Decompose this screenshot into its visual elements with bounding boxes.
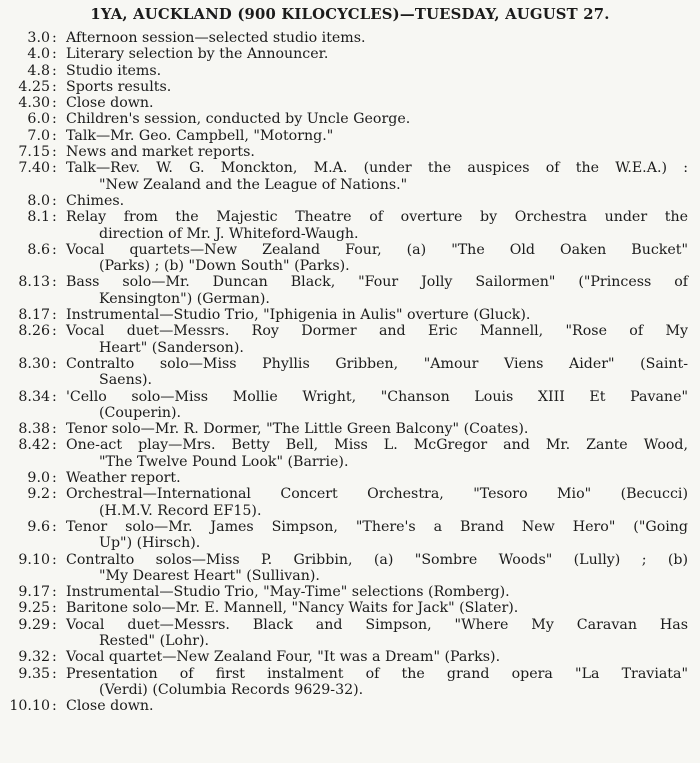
programme-entry <box>0 486 700 519</box>
entry-description <box>66 552 688 585</box>
entry-line: Contralto solo—Miss Phyllis Gribben, "Amour Viens Aider" (Saint- <box>66 355 688 372</box>
entry-line: "New Zealand and the League of Nations." <box>99 176 408 193</box>
entry-description <box>66 128 688 144</box>
entry-separator: : <box>52 323 57 340</box>
entry-time: 9.2 <box>27 486 50 503</box>
entry-line: Tenor solo—Mr. James Simpson, "There's a Brand New Hero" ("Going <box>66 518 688 535</box>
entry-line: Close down. <box>66 698 154 715</box>
entry-separator: : <box>52 111 57 128</box>
entry-separator: : <box>52 160 57 177</box>
entry-separator: : <box>52 551 57 568</box>
programme-entry <box>0 649 700 665</box>
programme-entry <box>0 128 700 144</box>
entry-line: Vocal quartet—New Zealand Four, "It was a Dream" (Parks). <box>66 649 501 666</box>
entry-line: Relay from the Majestic Theatre of overture by Orchestra under the <box>66 209 688 226</box>
entry-time: 3.0 <box>27 30 50 46</box>
entry-time: 7.15 <box>18 144 50 161</box>
entry-time: 9.25 <box>18 600 50 617</box>
entry-time: 9.17 <box>18 584 50 601</box>
entry-separator: : <box>52 665 57 682</box>
entry-time: 4.25 <box>18 78 50 95</box>
entry-description <box>66 486 688 519</box>
programme-entry <box>0 63 700 79</box>
programme-entry <box>0 356 700 389</box>
entry-line: News and market reports. <box>66 144 255 161</box>
programme-entry <box>0 274 700 307</box>
entry-description <box>66 193 688 209</box>
programme-entry <box>0 307 700 323</box>
entry-line: Up") (Hirsch). <box>99 535 201 552</box>
entry-line: Sports results. <box>66 78 172 95</box>
entry-time: 8.0 <box>27 192 50 209</box>
programme-entry <box>0 144 700 160</box>
programme-entry <box>0 111 700 127</box>
entry-line: Presentation of first instalment of the grand opera "La Traviata" <box>66 665 688 682</box>
entry-time: 7.0 <box>27 127 50 144</box>
entry-line: Contralto solos—Miss P. Gribbin, (a) "Sombre Woods" (Lully) ; (b) <box>66 551 688 568</box>
entry-separator: : <box>52 144 57 161</box>
entry-description <box>66 389 688 422</box>
programme-entry <box>0 242 700 275</box>
entry-line: direction of Mr. J. Whiteford-Waugh. <box>99 225 359 242</box>
entry-description <box>66 666 688 699</box>
programme-entry <box>0 437 700 470</box>
programme-entry <box>0 617 700 650</box>
entry-separator: : <box>52 698 57 715</box>
entry-time: 9.0 <box>27 470 50 487</box>
entry-line: Literary selection by the Announcer. <box>66 46 329 63</box>
entry-description <box>66 95 688 111</box>
entry-line: Tenor solo—Mr. R. Dormer, "The Little Green Balcony" (Coates). <box>66 421 529 438</box>
entry-time: 4.0 <box>27 46 50 63</box>
entry-line: Bass solo—Mr. Duncan Black, "Four Jolly Sailormen" ("Princess of <box>66 274 688 291</box>
entry-description <box>66 30 688 46</box>
entry-line: Talk—Mr. Geo. Campbell, "Motorng." <box>66 127 334 144</box>
entry-separator: : <box>52 241 57 258</box>
entry-description <box>66 46 688 62</box>
entry-line: Vocal duet—Messrs. Roy Dormer and Eric Mannell, "Rose of My <box>66 323 688 340</box>
programme-entry <box>0 160 700 193</box>
entry-separator: : <box>52 616 57 633</box>
entry-description <box>66 144 688 160</box>
programme-list <box>0 30 700 714</box>
entry-separator: : <box>52 307 57 324</box>
entry-description <box>66 584 688 600</box>
entry-description <box>66 79 688 95</box>
entry-description <box>66 470 688 486</box>
entry-description <box>66 111 688 127</box>
entry-time: 8.38 <box>18 421 50 438</box>
entry-time: 8.13 <box>18 274 50 291</box>
entry-line: One-act play—Mrs. Betty Bell, Miss L. McGregor and Mr. Zante Wood, <box>66 437 688 454</box>
entry-description <box>66 698 688 714</box>
entry-time: 8.34 <box>18 388 50 405</box>
entry-separator: : <box>52 584 57 601</box>
entry-description <box>66 307 688 323</box>
entry-separator: : <box>52 649 57 666</box>
entry-line: Baritone solo—Mr. E. Mannell, "Nancy Waits for Jack" (Slater). <box>66 600 519 617</box>
entry-separator: : <box>52 209 57 226</box>
programme-entry <box>0 209 700 242</box>
entry-line: (H.M.V. Record EF15). <box>99 502 262 519</box>
entry-description <box>66 209 688 242</box>
entry-time: 8.42 <box>18 437 50 454</box>
entry-description <box>66 323 688 356</box>
programme-heading: 1YA, AUCKLAND (900 KILOCYCLES)—TUESDAY, AUGUST 27. <box>90 6 610 23</box>
entry-line: (Parks) ; (b) "Down South" (Parks). <box>99 258 350 275</box>
programme-entry <box>0 584 700 600</box>
programme-entry <box>0 666 700 699</box>
entry-line: (Couperin). <box>99 404 182 421</box>
entry-separator: : <box>52 78 57 95</box>
programme-entry <box>0 193 700 209</box>
entry-time: 9.6 <box>27 518 50 535</box>
entry-line: 'Cello solo—Miss Mollie Wright, "Chanson Louis XIII Et Pavane" <box>66 388 688 405</box>
entry-description <box>66 617 688 650</box>
entry-separator: : <box>52 486 57 503</box>
entry-time: 8.6 <box>27 241 50 258</box>
entry-time: 9.10 <box>18 551 50 568</box>
entry-separator: : <box>52 518 57 535</box>
entry-separator: : <box>52 355 57 372</box>
entry-time: 8.30 <box>18 355 50 372</box>
entry-line: Instrumental—Studio Trio, "Iphigenia in Aulis" overture (Gluck). <box>66 307 531 324</box>
programme-entry <box>0 389 700 422</box>
entry-description <box>66 437 688 470</box>
entry-line: Saens). <box>99 372 153 389</box>
entry-description <box>66 242 688 275</box>
entry-time: 7.40 <box>18 160 50 177</box>
programme-entry <box>0 95 700 111</box>
entry-line: Talk—Rev. W. G. Monckton, M.A. (under the auspices of the W.E.A.) : <box>66 160 688 177</box>
entry-separator: : <box>52 421 57 438</box>
programme-entry <box>0 323 700 356</box>
entry-separator: : <box>52 62 57 79</box>
entry-line: Kensington") (German). <box>99 290 270 307</box>
entry-separator: : <box>52 470 57 487</box>
entry-time: 9.29 <box>18 616 50 633</box>
entry-time: 8.26 <box>18 323 50 340</box>
entry-time: 4.30 <box>18 95 50 112</box>
entry-description <box>66 356 688 389</box>
entry-line: Vocal duet—Messrs. Black and Simpson, "Where My Caravan Has <box>66 616 688 633</box>
entry-separator: : <box>52 388 57 405</box>
entry-separator: : <box>52 600 57 617</box>
entry-time: 8.17 <box>18 307 50 324</box>
entry-line: Weather report. <box>66 470 181 487</box>
entry-line: Afternoon session—selected studio items. <box>66 30 366 46</box>
entry-time: 9.35 <box>18 665 50 682</box>
programme-entry <box>0 552 700 585</box>
entry-description <box>66 160 688 193</box>
entry-time: 8.1 <box>27 209 50 226</box>
entry-line: Vocal quartets—New Zealand Four, (a) "The Old Oaken Bucket" <box>66 241 688 258</box>
entry-time: 9.32 <box>18 649 50 666</box>
entry-line: "The Twelve Pound Look" (Barrie). <box>99 453 349 470</box>
entry-time: 6.0 <box>27 111 50 128</box>
entry-separator: : <box>52 46 57 63</box>
entry-description <box>66 63 688 79</box>
programme-entry <box>0 470 700 486</box>
programme-entry <box>0 46 700 62</box>
entry-line: Instrumental—Studio Trio, "May-Time" selections (Romberg). <box>66 584 510 601</box>
entry-separator: : <box>52 30 57 46</box>
entry-line: Rested" (Lohr). <box>99 632 210 649</box>
entry-line: Orchestral—International Concert Orchestra, "Tesoro Mio" (Becucci) <box>66 486 688 503</box>
entry-line: Heart" (Sanderson). <box>99 339 244 356</box>
entry-separator: : <box>52 437 57 454</box>
entry-line: "My Dearest Heart" (Sullivan). <box>99 567 320 584</box>
programme-entry <box>0 79 700 95</box>
entry-time: 4.8 <box>27 62 50 79</box>
entry-time: 10.10 <box>9 698 50 715</box>
programme-entry <box>0 698 700 714</box>
entry-line: Close down. <box>66 95 154 112</box>
entry-description <box>66 600 688 616</box>
entry-line: (Verdi) (Columbia Records 9629-32). <box>99 681 364 698</box>
programme-entry <box>0 600 700 616</box>
programme-entry <box>0 30 700 46</box>
entry-line: Children's session, conducted by Uncle George. <box>66 111 411 128</box>
entry-separator: : <box>52 127 57 144</box>
entry-description <box>66 649 688 665</box>
entry-separator: : <box>52 95 57 112</box>
programme-entry <box>0 421 700 437</box>
programme-entry <box>0 519 700 552</box>
entry-description <box>66 274 688 307</box>
entry-line: Studio items. <box>66 62 162 79</box>
entry-separator: : <box>52 192 57 209</box>
entry-line: Chimes. <box>66 192 125 209</box>
entry-description <box>66 421 688 437</box>
entry-description <box>66 519 688 552</box>
entry-separator: : <box>52 274 57 291</box>
